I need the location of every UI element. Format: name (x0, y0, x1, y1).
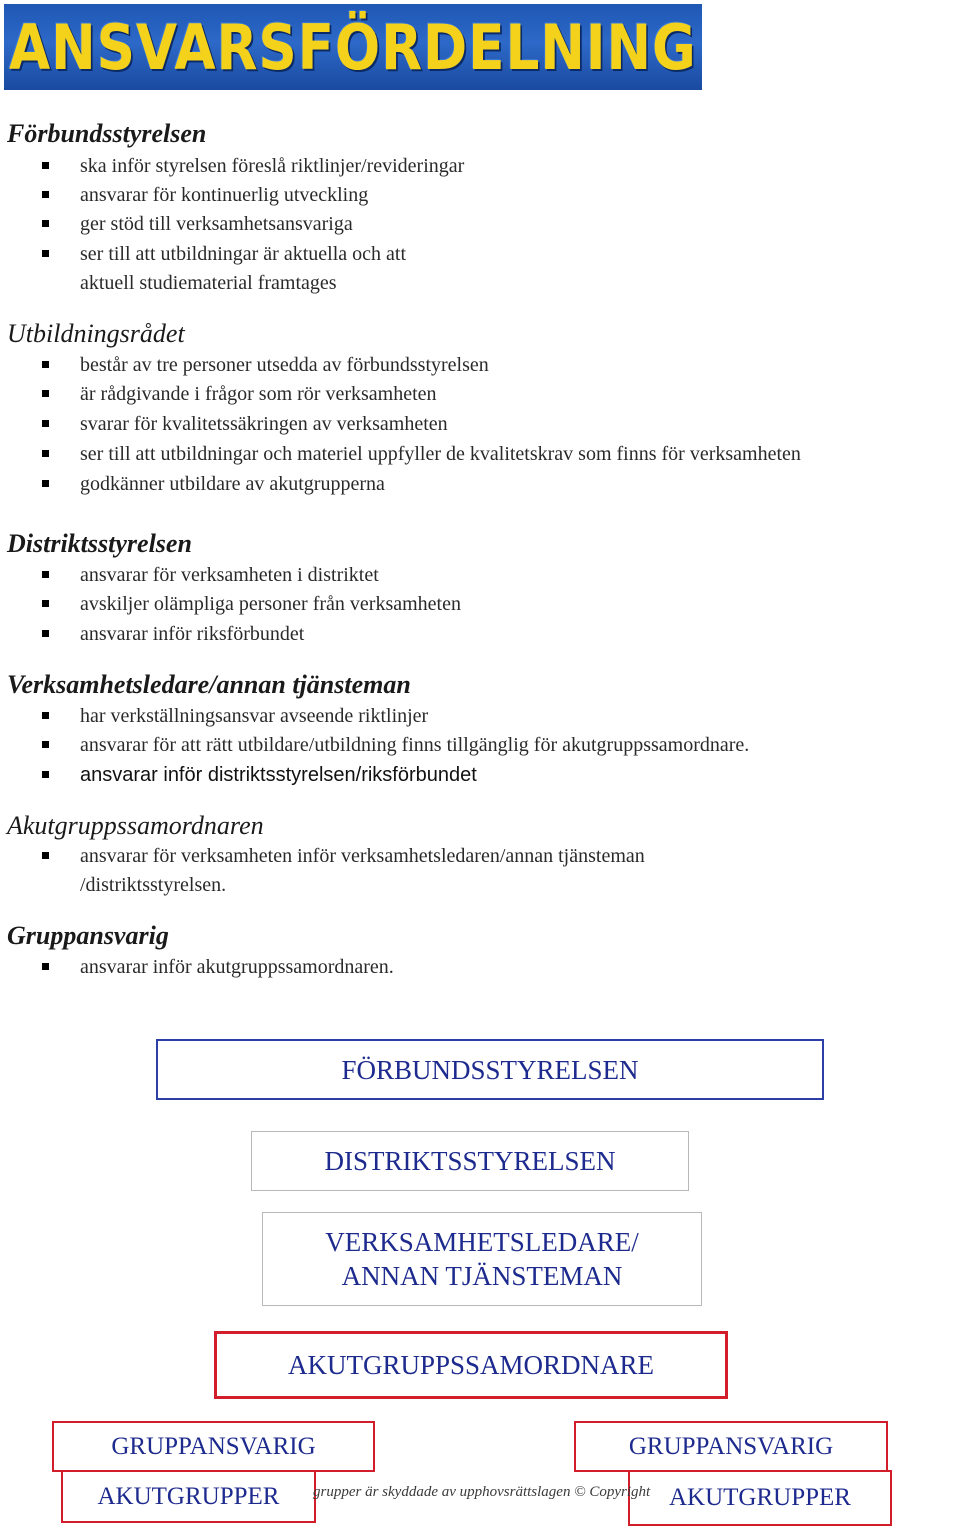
bullet-icon (42, 162, 49, 169)
org-box-distriktsstyrelsen: DISTRIKTSSTYRELSEN (251, 1131, 689, 1191)
list-item-continuation: aktuell studiematerial framtages (80, 272, 337, 294)
bullet-icon (42, 220, 49, 227)
bullet-icon (42, 450, 49, 457)
bullet-icon (42, 630, 49, 637)
bullet-icon (42, 361, 49, 368)
bullet-icon (42, 191, 49, 198)
bullet-icon (42, 571, 49, 578)
banner-title: ANSVARSFÖRDELNING (9, 10, 697, 84)
bullet-icon (42, 741, 49, 748)
bullet-icon (42, 852, 49, 859)
heading-gruppansvarig: Gruppansvarig (7, 921, 169, 950)
heading-verksamhetsledare: Verksamhetsledare/annan tjänsteman (7, 670, 411, 699)
list-item-continuation: /distriktsstyrelsen. (80, 874, 227, 896)
org-box-akutgruppssamordnare: AKUTGRUPPSSAMORDNARE (214, 1331, 728, 1399)
bullet-icon (42, 600, 49, 607)
bullet-icon (42, 420, 49, 427)
bullet-icon (42, 250, 49, 257)
bullet-icon (42, 771, 49, 778)
org-box-forbundsstyrelsen: FÖRBUNDSSTYRELSEN (156, 1039, 824, 1100)
bullet-icon (42, 480, 49, 487)
org-box-verksamhetsledare-line2: ANNAN TJÄNSTEMAN (341, 1261, 623, 1291)
bullet-icon (42, 390, 49, 397)
bullet-icon (42, 712, 49, 719)
org-box-akutgrupper-left: AKUTGRUPPER (61, 1470, 316, 1523)
org-box-verksamhetsledare (262, 1212, 702, 1306)
heading-utbildningsradet: Utbildningsrådet (7, 319, 185, 348)
org-box-gruppansvarig-right: GRUPPANSVARIG (574, 1421, 888, 1472)
heading-akutgruppssamordnaren: Akutgruppssamordnaren (7, 811, 264, 840)
bullet-icon (42, 963, 49, 970)
heading-forbundsstyrelsen: Förbundsstyrelsen (7, 119, 207, 148)
heading-distriktsstyrelsen: Distriktsstyrelsen (7, 529, 192, 558)
org-box-akutgrupper-right: AKUTGRUPPER (628, 1470, 892, 1526)
org-box-gruppansvarig-left: GRUPPANSVARIG (52, 1421, 375, 1472)
org-box-verksamhetsledare-line1: VERKSAMHETSLEDARE/ (325, 1227, 639, 1257)
title-banner (4, 4, 702, 90)
copyright-footnote: grupper är skyddade av upphovsrättslagen © Copyright (313, 1484, 651, 1500)
